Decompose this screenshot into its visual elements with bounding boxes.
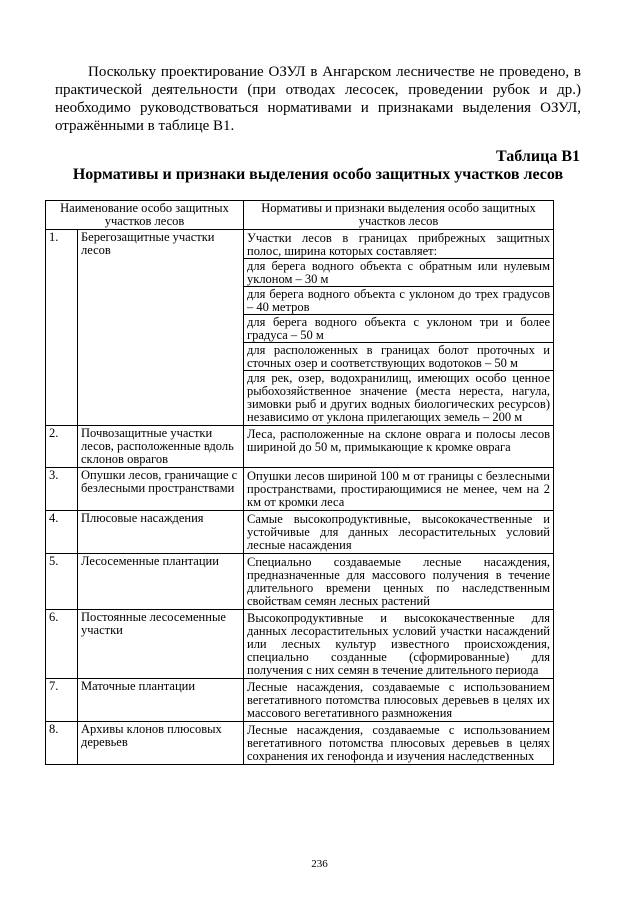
table-header-row: [46, 201, 554, 230]
row-number: 6.: [46, 610, 78, 679]
table-caption: Таблица В1: [496, 148, 580, 165]
header-name: Наименование особо защитных участков лесов: [46, 201, 244, 230]
zone-norms: [244, 722, 554, 765]
page-number: 236: [311, 858, 328, 870]
norm-item: Леса, расположенные на склоне оврага и полосы лесов шириной до 50 м, примыкающие к кромке оврага: [247, 427, 550, 454]
norm-item: Высокопродуктивные и высококачественные для данных лесорастительных условий участки насаждений или лесных культур известного происхождения, специально созданные (сформированные) для получения с них семян в течение длительного периода: [247, 611, 550, 677]
table-row: [46, 230, 554, 426]
row-number: 5.: [46, 554, 78, 610]
norm-item: Самые высокопродуктивные, высококачественные и устойчивые для данных лесорастительных условий лесные насаждения: [247, 512, 550, 552]
row-number: 3.: [46, 468, 78, 511]
zone-name: Опушки лесов, граничащие с безлесными пространствами: [78, 468, 244, 511]
zone-name: Плюсовые насаждения: [78, 511, 244, 554]
norm-item: Лесные насаждения, создаваемые с использованием вегетативного потомства плюсовых деревьев в целях их массового вегетативного размножения: [247, 680, 550, 720]
zone-name: Маточные плантации: [78, 679, 244, 722]
row-number: 1.: [46, 230, 78, 426]
table-row: [46, 468, 554, 511]
table-title: Нормативы и признаки выделения особо защитных участков лесов: [72, 166, 564, 183]
table-row: [46, 426, 554, 468]
header-norms: Нормативы и признаки выделения особо защитных участков лесов: [244, 201, 554, 230]
zone-norms: [244, 511, 554, 554]
table-row: [46, 554, 554, 610]
zone-norms: [244, 468, 554, 511]
row-number: 7.: [46, 679, 78, 722]
norms-table: [45, 200, 554, 765]
norm-item: Специально создаваемые лесные насаждения, предназначенные для массового получения в течение длительного времени ценных по наследственным свойствам семян лесных растений: [247, 555, 550, 608]
norm-item: для расположенных в границах болот проточных и сточных озер и соответствующих водотоков – 50 м: [244, 342, 553, 370]
norm-item: Лесные насаждения, создаваемые с использованием вегетативного потомства плюсовых деревьев в целях сохранения их генофонда и изучения наследственных: [247, 723, 550, 763]
zone-norms: [244, 679, 554, 722]
row-number: 4.: [46, 511, 78, 554]
table-body: [46, 230, 554, 765]
zone-name: Постоянные лесосеменные участки: [78, 610, 244, 679]
zone-name: Почвозащитные участки лесов, расположенные вдоль склонов оврагов: [78, 426, 244, 468]
norm-item: Участки лесов в границах прибрежных защитных полос, ширина которых составляет:: [247, 231, 550, 258]
table-row: [46, 610, 554, 679]
table-row: [46, 679, 554, 722]
intro-paragraph: Поскольку проектирование ОЗУЛ в Ангарском лесничестве не проведено, в практической деятельности (при отводах лесосек, проведении рубок и др.) необходимо руководствоваться нормативами и признаками выделения ОЗУЛ, отражёнными в таблице В1.: [55, 64, 581, 134]
zone-name: Лесосеменные плантации: [78, 554, 244, 610]
zone-norms: [244, 610, 554, 679]
table-row: [46, 722, 554, 765]
norm-item: Опушки лесов шириной 100 м от границы с безлесными пространствами, простирающимися не менее, чем на 2 км от кромки леса: [247, 469, 550, 509]
zone-norms: [244, 554, 554, 610]
zone-norms: [244, 230, 554, 426]
row-number: 2.: [46, 426, 78, 468]
zone-name: Берегозащитные участки лесов: [78, 230, 244, 426]
zone-name: Архивы клонов плюсовых деревьев: [78, 722, 244, 765]
table-row: [46, 511, 554, 554]
row-number: 8.: [46, 722, 78, 765]
norm-item: для берега водного объекта с обратным или нулевым уклоном – 30 м: [244, 258, 553, 286]
zone-norms: [244, 426, 554, 468]
norm-item: для рек, озер, водохранилищ, имеющих особо ценное рыбохозяйственное значение (места нереста, нагула, зимовки рыб и других водных биологических ресурсов) независимо от уклона прилегающих земель – 200 м: [244, 370, 553, 424]
norm-item: для берега водного объекта с уклоном до трех градусов – 40 метров: [244, 286, 553, 314]
norm-item: для берега водного объекта с уклоном три и более градуса – 50 м: [244, 314, 553, 342]
